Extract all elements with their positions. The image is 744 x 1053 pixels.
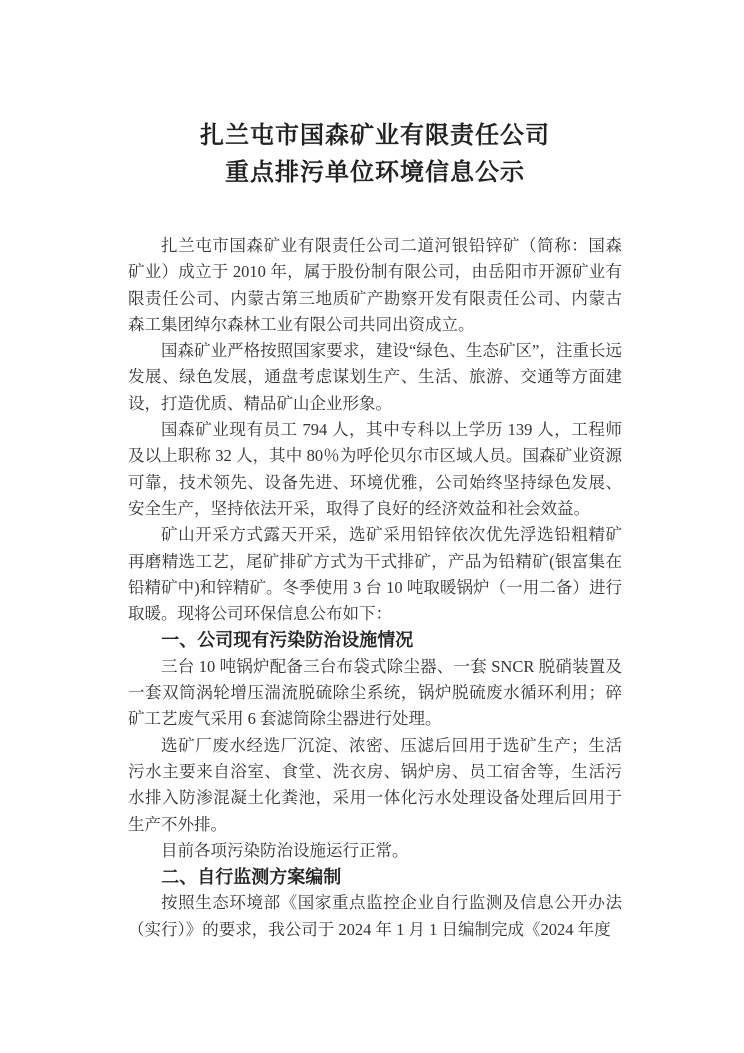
paragraph-boiler-dedusting: 三台 10 吨锅炉配备三台布袋式除尘器、一套 SNCR 脱硝装置及一套双筒涡轮增压湍流脱硫除尘系统，锅炉脱硫废水循环利用；碎矿工艺废气采用 6 套滤筒除尘器进行处理。 [128,656,622,729]
paragraph-company-intro: 扎兰屯市国森矿业有限责任公司二道河银铅锌矿（简称：国森矿业）成立于 2010 年，属于股份制有限公司，由岳阳市开源矿业有限责任公司、内蒙古第三地质矿产勘察开发有限责任公司、内蒙古森工集团绰尔森林工业有限公司共同出资成立。 [128,236,622,334]
heading-section-1-pollution-control-facilities: 一、公司现有污染防治设施情况 [161,630,414,651]
document-content [128,118,622,943]
paragraph-mining-method: 矿山开采方式露天开采，选矿采用铅锌依次优先浮选铅粗精矿再磨精选工艺，尾矿排矿方式为干式排矿，产品为铅精矿(银富集在铅精矿中)和锌精矿。冬季使用 3 台 10 吨取暖锅炉（一用二备）进行取暖。现将公司环保信息公布如下： [128,525,622,624]
paragraph-facilities-status: 目前各项污染防治设施运行正常。 [161,840,409,860]
document-title-line-2: 重点排污单位环境信息公示 [225,160,525,186]
document-title-line-1: 扎兰屯市国森矿业有限责任公司 [200,123,550,149]
paragraph-green-mine-policy: 国森矿业严格按照国家要求，建设“绿色、生态矿区”，注重长远发展、绿色发展，通盘考虑谋划生产、生活、旅游、交通等方面建设，打造优质、精品矿山企业形象。 [128,341,622,413]
document-title [128,118,622,192]
heading-section-2-self-monitoring-plan: 二、自行监测方案编制 [161,867,342,888]
document-body [128,233,622,943]
paragraph-wastewater-treatment: 选矿厂废水经选厂沉淀、浓密、压滤后回用于选矿生产；生活污水主要来自浴室、食堂、洗衣房、锅炉房、员工宿舍等，生活污水排入防渗混凝土化粪池，采用一体化污水处理设备处理后回用于生产不外排。 [128,735,622,834]
paragraph-monitoring-plan: 按照生态环境部《国家重点监控企业自行监测及信息公开办法（实行）》的要求，我公司于 2024 年 1 月 1 日编制完成《2024 年度 [128,893,622,939]
paragraph-staff-and-benefits: 国森矿业现有员工 794 人，其中专科以上学历 139 人，工程师及以上职称 32 人，其中 80％为呼伦贝尔市区域人员。国森矿业资源可靠，技术领先、设备先进、环境优雅，公司始终坚持绿色发展、安全生产，坚持依法开采，取得了良好的经济效益和社会效益。 [128,420,622,518]
